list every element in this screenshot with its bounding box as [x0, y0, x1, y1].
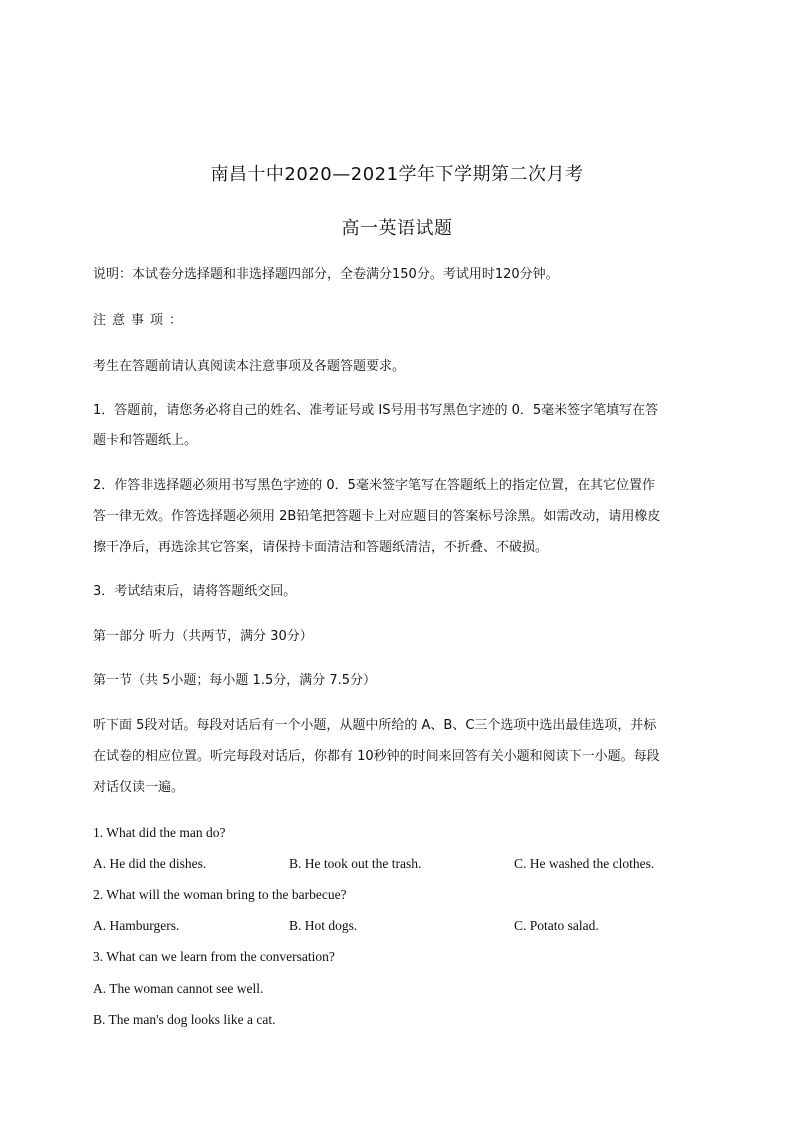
- notice-item-1-line-1: 1．答题前，请您务必将自己的姓名、准考证号或 IS号用书写黑色字迹的 0．5毫米签字笔填写在答: [93, 403, 659, 418]
- question-3-option-b: B. The man's dog looks like a cat.: [93, 1012, 276, 1027]
- notice-item-1-line-2: 题卡和答题纸上。: [93, 433, 198, 448]
- notice-item-2-line-2: 答一律无效。作答选择题必须用 2B铅笔把答题卡上对应题目的答案标号涂黑。如需改动，请用橡皮: [93, 509, 661, 524]
- directions-line-2: 在试卷的相应位置。听完每段对话后，你都有 10秒钟的时间来回答有关小题和阅读下一小题。每段: [93, 749, 660, 764]
- question-1-option-b: B. He took out the trash.: [289, 856, 422, 871]
- notice-heading: 注意事项：: [93, 313, 189, 328]
- directions-line-1: 听下面 5段对话。每段对话后有一个小题，从题中所给的 A、B、C三个选项中选出最佳选项，并标: [93, 718, 657, 733]
- notice-item-3: 3．考试结束后，请将答题纸交回。: [93, 584, 297, 599]
- question-1-option-c: C. He washed the clothes.: [514, 856, 655, 871]
- question-1-option-a: A. He did the dishes.: [93, 856, 207, 871]
- notice-intro: 考生在答题前请认真阅读本注意事项及各题答题要求。: [93, 359, 406, 374]
- question-1-stem: 1. What did the man do?: [93, 825, 226, 840]
- section1-heading: 第一节（共 5小题；每小题 1.5分，满分 7.5分）: [93, 673, 377, 688]
- instructions-summary: 说明：本试卷分选择题和非选择题四部分，全卷满分150分。考试用时120分钟。: [93, 267, 559, 282]
- question-2-option-a: A. Hamburgers.: [93, 918, 180, 933]
- exam-subtitle: 高一英语试题: [341, 218, 453, 239]
- question-3-stem: 3. What can we learn from the conversation?: [93, 949, 335, 964]
- question-3-option-a: A. The woman cannot see well.: [93, 981, 264, 996]
- directions-line-3: 对话仅读一遍。: [93, 780, 185, 795]
- question-2-stem: 2. What will the woman bring to the barbecue?: [93, 887, 347, 902]
- exam-title: 南昌十中2020—2021学年下学期第二次月考: [210, 164, 584, 185]
- notice-item-2-line-3: 擦干净后，再选涂其它答案，请保持卡面清洁和答题纸清洁，不折叠、不破损。: [93, 540, 549, 555]
- notice-item-2-line-1: 2．作答非选择题必须用书写黑色字迹的 0．5毫米签字笔写在答题纸上的指定位置，在其它位置作: [93, 478, 655, 493]
- part1-heading: 第一部分 听力（共两节，满分 30分）: [93, 629, 313, 644]
- question-2-option-c: C. Potato salad.: [514, 918, 599, 933]
- question-2-option-b: B. Hot dogs.: [289, 918, 358, 933]
